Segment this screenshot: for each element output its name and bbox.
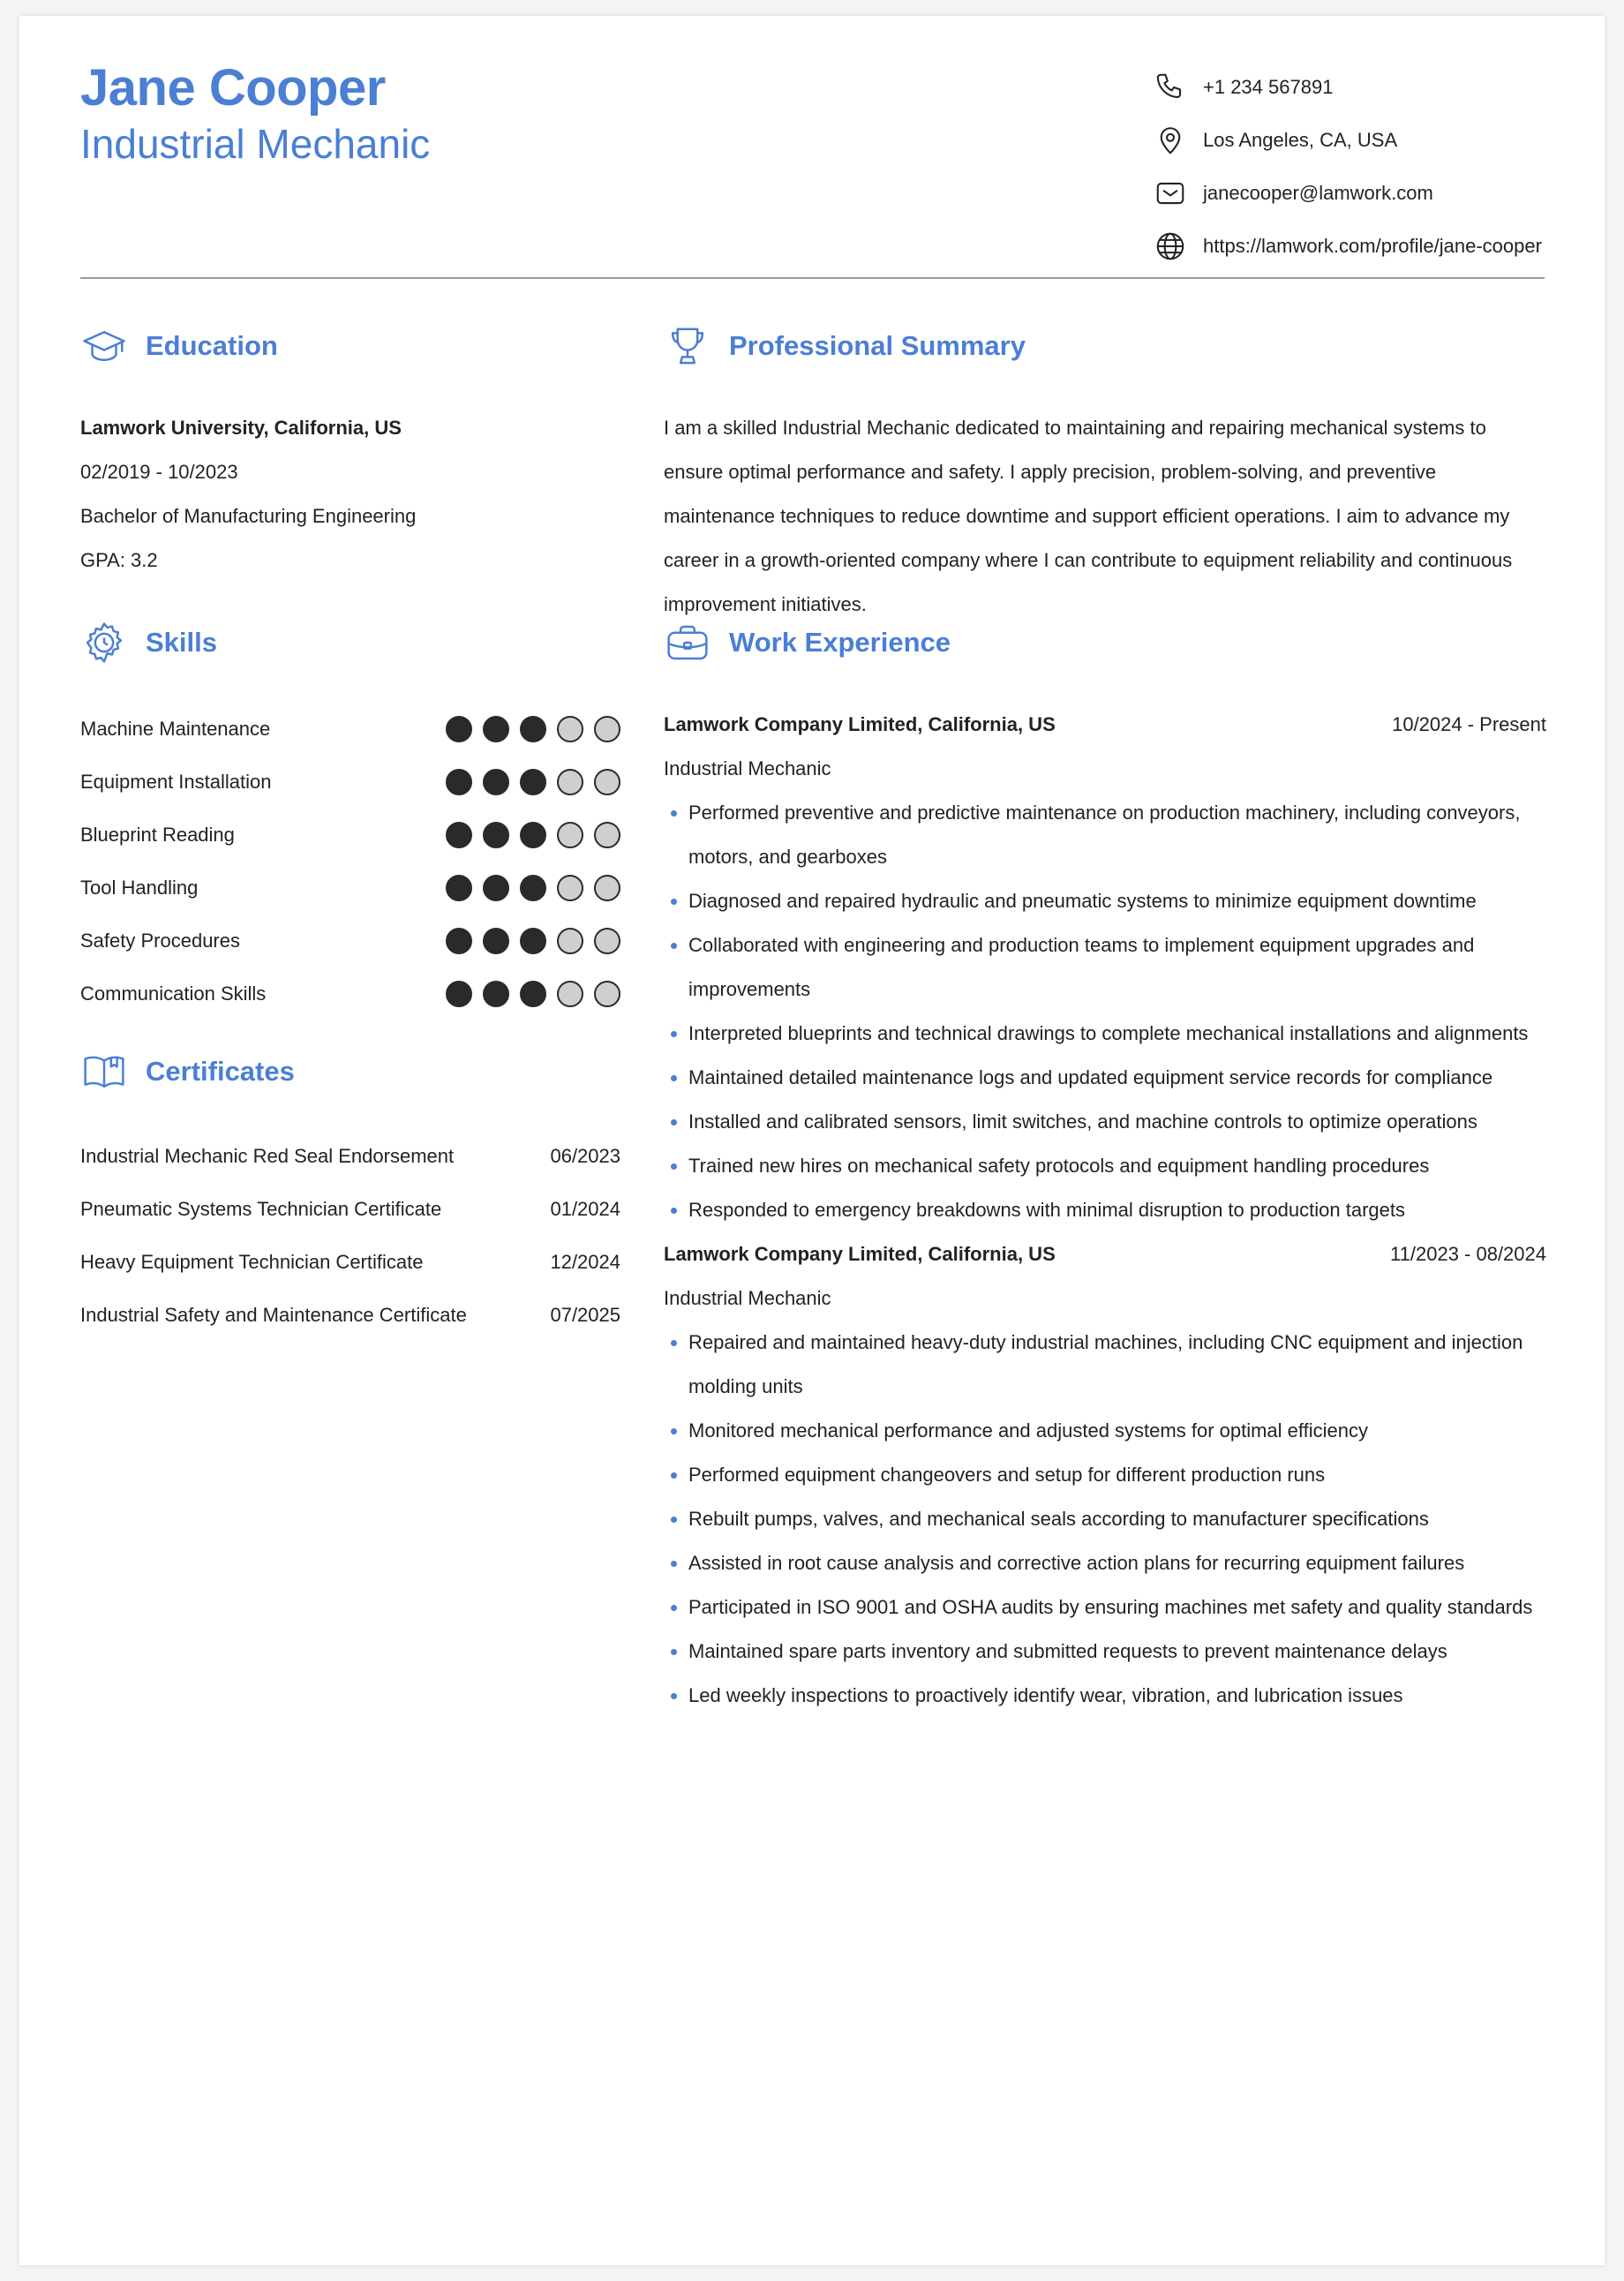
education-degree: Bachelor of Manufacturing Engineering — [80, 505, 417, 527]
skill-name: Communication Skills — [80, 982, 267, 1005]
job-bullets — [664, 1321, 1546, 1718]
contact-email — [1154, 177, 1560, 210]
rating-dot-filled — [520, 769, 546, 795]
skill-rating — [446, 981, 620, 1007]
rating-dot-filled — [483, 769, 509, 795]
certificate-row — [80, 1130, 620, 1183]
job-bullet: Rebuilt pumps, valves, and mechanical seals according to manufacturer specifications — [664, 1497, 1546, 1541]
job-bullet: Monitored mechanical performance and adjusted systems for optimal efficiency — [664, 1409, 1546, 1453]
gear-clock-icon — [80, 619, 128, 666]
certificate-date: 01/2024 — [550, 1198, 620, 1220]
job-bullet: Led weekly inspections to proactively identify wear, vibration, and lubrication issues — [664, 1674, 1546, 1718]
certificate-row — [80, 1289, 620, 1342]
education-heading — [80, 320, 278, 373]
rating-dot-filled — [483, 981, 509, 1007]
email-link[interactable]: janecooper@lamwork.com — [1203, 182, 1433, 204]
rating-dot-filled — [483, 928, 509, 954]
rating-dot-empty — [594, 875, 620, 901]
education-school: Lamwork University, California, US — [80, 417, 402, 439]
education-gpa: GPA: 3.2 — [80, 549, 158, 571]
skill-row — [80, 862, 620, 915]
certificate-date: 12/2024 — [550, 1251, 620, 1273]
education-section — [80, 406, 610, 583]
job-bullet: Interpreted blueprints and technical drawings to complete mechanical installations and alignments — [664, 1012, 1546, 1056]
skill-row — [80, 915, 620, 967]
job-entry — [664, 1232, 1546, 1718]
resume-page — [19, 16, 1605, 2265]
skill-rating — [446, 716, 620, 742]
certificate-name: Industrial Mechanic Red Seal Endorsement — [80, 1145, 455, 1167]
skill-row — [80, 703, 620, 756]
skill-rating — [446, 769, 620, 795]
job-bullet: Assisted in root cause analysis and corrective action plans for recurring equipment failures — [664, 1541, 1546, 1585]
phone-icon — [1154, 71, 1187, 104]
rating-dot-filled — [446, 769, 472, 795]
rating-dot-filled — [446, 716, 472, 742]
certificates-heading — [80, 1045, 295, 1098]
rating-dot-filled — [520, 716, 546, 742]
job-company: Lamwork Company Limited, California, US — [664, 713, 1056, 735]
rating-dot-empty — [594, 981, 620, 1007]
job-bullet: Repaired and maintained heavy-duty industrial machines, including CNC equipment and injection molding units — [664, 1321, 1546, 1409]
skill-rating — [446, 822, 620, 848]
job-bullet: Diagnosed and repaired hydraulic and pneumatic systems to minimize equipment downtime — [664, 879, 1546, 923]
briefcase-icon — [664, 619, 711, 666]
job-role: Industrial Mechanic — [664, 1287, 831, 1309]
rating-dot-empty — [594, 716, 620, 742]
skills-title: Skills — [146, 627, 217, 658]
rating-dot-filled — [520, 928, 546, 954]
certificate-name: Industrial Safety and Maintenance Certificate — [80, 1304, 467, 1326]
skill-row — [80, 967, 620, 1020]
rating-dot-empty — [594, 822, 620, 848]
skill-row — [80, 809, 620, 862]
job-header — [664, 1232, 1546, 1276]
rating-dot-filled — [520, 875, 546, 901]
rating-dot-filled — [446, 875, 472, 901]
trophy-icon — [664, 322, 711, 370]
header-divider — [80, 277, 1545, 279]
job-bullet: Installed and calibrated sensors, limit switches, and machine controls to optimize operations — [664, 1100, 1546, 1144]
job-dates: 10/2024 - Present — [1392, 713, 1546, 735]
skill-name: Blueprint Reading — [80, 824, 235, 846]
summary-heading — [664, 320, 1026, 373]
certificates-section — [80, 1130, 620, 1342]
rating-dot-empty — [557, 769, 583, 795]
rating-dot-filled — [446, 822, 472, 848]
globe-icon — [1154, 230, 1187, 263]
website-link[interactable]: https://lamwork.com/profile/jane-cooper — [1203, 235, 1542, 257]
work-heading — [664, 616, 951, 669]
location-text: Los Angeles, CA, USA — [1203, 129, 1398, 151]
candidate-title: Industrial Mechanic — [80, 121, 431, 167]
job-bullet: Responded to emergency breakdowns with minimal disruption to production targets — [664, 1188, 1546, 1232]
skill-row — [80, 756, 620, 809]
skill-name: Equipment Installation — [80, 771, 272, 793]
job-bullet: Performed preventive and predictive maintenance on production machinery, including conveyors, motors, and gearboxes — [664, 791, 1546, 879]
contact-website — [1154, 230, 1560, 263]
certificates-title: Certificates — [146, 1056, 295, 1087]
work-section — [664, 703, 1546, 1718]
contact-list — [1154, 71, 1560, 282]
job-bullet: Maintained spare parts inventory and submitted requests to prevent maintenance delays — [664, 1630, 1546, 1674]
job-header — [664, 703, 1546, 747]
contact-phone — [1154, 71, 1560, 104]
skill-rating — [446, 875, 620, 901]
mail-icon — [1154, 177, 1187, 210]
rating-dot-filled — [483, 716, 509, 742]
work-title: Work Experience — [729, 627, 951, 658]
rating-dot-filled — [446, 981, 472, 1007]
rating-dot-empty — [557, 875, 583, 901]
education-dates: 02/2019 - 10/2023 — [80, 461, 238, 483]
certificate-row — [80, 1183, 620, 1236]
rating-dot-filled — [520, 822, 546, 848]
certificate-date: 07/2025 — [550, 1304, 620, 1326]
contact-location — [1154, 124, 1560, 157]
rating-dot-filled — [483, 875, 509, 901]
skill-rating — [446, 928, 620, 954]
open-book-icon — [80, 1048, 128, 1095]
rating-dot-filled — [520, 981, 546, 1007]
skills-section — [80, 703, 620, 1020]
job-dates: 11/2023 - 08/2024 — [1390, 1243, 1546, 1265]
rating-dot-empty — [594, 928, 620, 954]
rating-dot-empty — [557, 928, 583, 954]
job-bullet: Maintained detailed maintenance logs and updated equipment service records for compliance — [664, 1056, 1546, 1100]
graduation-cap-icon — [80, 322, 128, 370]
rating-dot-empty — [557, 822, 583, 848]
summary-title: Professional Summary — [729, 330, 1026, 361]
education-title: Education — [146, 330, 278, 361]
skill-name: Machine Maintenance — [80, 718, 271, 740]
skill-name: Tool Handling — [80, 877, 199, 899]
rating-dot-empty — [557, 981, 583, 1007]
summary-text: I am a skilled Industrial Mechanic dedicated to maintaining and repairing mechanical systems to ensure optimal performance and safety. I apply precision, problem-solving, and preventive maintenance techniques to reduce downtime and support efficient operations. I aim to advance my career in a growth-oriented company where I can contribute to equipment reliability and continuous improvement initiatives. — [664, 417, 1513, 615]
job-bullet: Collaborated with engineering and production teams to implement equipment upgrades and improvements — [664, 923, 1546, 1012]
job-bullet: Performed equipment changeovers and setup for different production runs — [664, 1453, 1546, 1497]
location-pin-icon — [1154, 124, 1187, 157]
rating-dot-empty — [594, 769, 620, 795]
certificate-date: 06/2023 — [550, 1145, 620, 1167]
job-company: Lamwork Company Limited, California, US — [664, 1243, 1056, 1265]
certificate-name: Pneumatic Systems Technician Certificate — [80, 1198, 442, 1220]
job-bullet: Participated in ISO 9001 and OSHA audits by ensuring machines met safety and quality standards — [664, 1585, 1546, 1630]
job-bullet: Trained new hires on mechanical safety protocols and equipment handling procedures — [664, 1144, 1546, 1188]
certificate-row — [80, 1236, 620, 1289]
certificate-name: Heavy Equipment Technician Certificate — [80, 1251, 424, 1273]
candidate-name: Jane Cooper — [80, 59, 386, 117]
rating-dot-filled — [446, 928, 472, 954]
skills-heading — [80, 616, 217, 669]
phone-text: +1 234 567891 — [1203, 76, 1334, 98]
rating-dot-filled — [483, 822, 509, 848]
job-role: Industrial Mechanic — [664, 757, 831, 779]
job-bullets — [664, 791, 1546, 1232]
skill-name: Safety Procedures — [80, 930, 240, 952]
rating-dot-empty — [557, 716, 583, 742]
job-entry — [664, 703, 1546, 1232]
